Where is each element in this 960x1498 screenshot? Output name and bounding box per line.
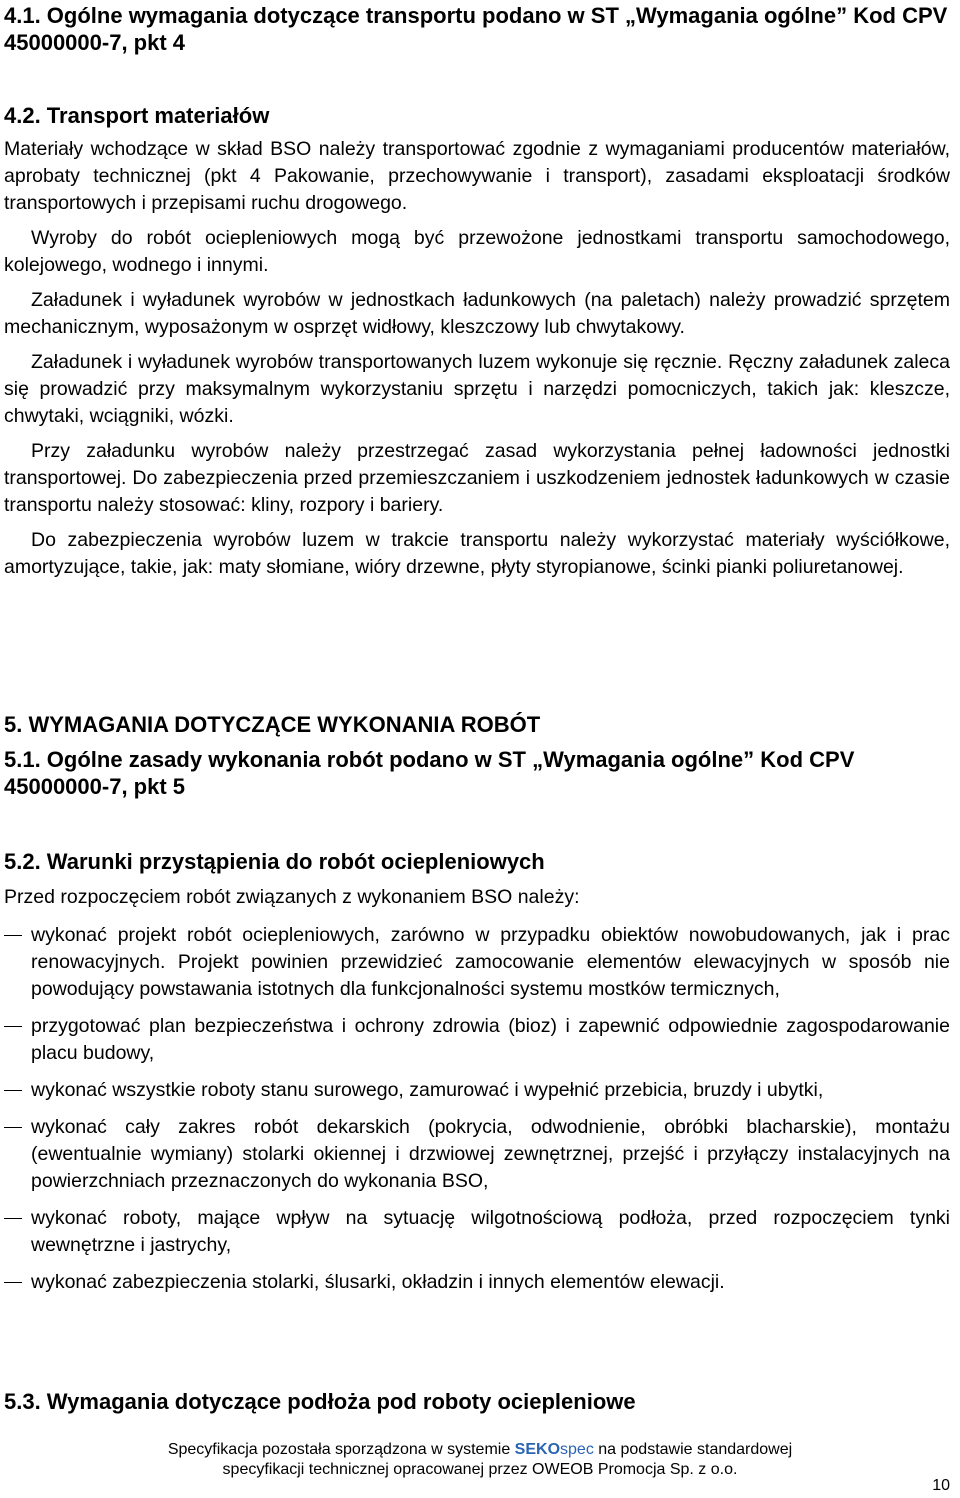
heading-5-3: 5.3. Wymagania dotyczące podłoża pod roboty ociepleniowe bbox=[4, 1389, 636, 1414]
heading-4-1: 4.1. Ogólne wymagania dotyczące transportu podano w ST „Wymagania ogólne” Kod CPV 45000000-7, pkt 4 bbox=[4, 3, 948, 55]
dash-bullet bbox=[4, 1090, 22, 1091]
heading-5: 5. WYMAGANIA DOTYCZĄCE WYKONANIA ROBÓT bbox=[4, 712, 541, 737]
paragraph: Załadunek i wyładunek wyrobów transportowanych luzem wykonuje się ręcznie. Ręczny załadunek zaleca się prowadzić przy maksymalnym wykorzystaniu sprzętu i narzędzi pomocniczych, takich jak: kleszcze, chwytaki, wciągniki, wózki. bbox=[4, 351, 950, 427]
heading-4-2: 4.2. Transport materiałów bbox=[4, 103, 270, 128]
list-item: wykonać cały zakres robót dekarskich (pokrycia, odwodnienie, obróbki blacharskie), montażu (ewentualnie wymiany) stolarki okiennej i drzwiowej zewnętrznej, przejść i przyłączy instalacyjnych na powierzchniach przeznaczonych do wykonania BSO, bbox=[4, 1114, 950, 1195]
paragraph: Załadunek i wyładunek wyrobów w jednostkach ładunkowych (na paletach) należy prowadzić sprzętem mechanicznym, wyposażonym w osprzęt widłowy, kleszczowy lub chwytakowy. bbox=[4, 289, 950, 338]
heading-5-2: 5.2. Warunki przystąpienia do robót ociepleniowych bbox=[4, 849, 545, 874]
heading-5-1: 5.1. Ogólne zasady wykonania robót podano w ST „Wymagania ogólne” Kod CPV 45000000-7, pkt 5 bbox=[4, 747, 855, 799]
dash-bullet bbox=[4, 1282, 22, 1283]
paragraph: Przy załadunku wyrobów należy przestrzegać zasad wykorzystania pełnej ładowności jednostki transportowej. Do zabezpieczenia przed przemieszczaniem i uszkodzeniem jednostek ładunkowych w czasie transportu należy stosować: kliny, rozpory i bariery. bbox=[4, 440, 950, 516]
dash-bullet bbox=[4, 1026, 22, 1027]
brand-spec: spec bbox=[560, 1441, 594, 1458]
paragraph: Do zabezpieczenia wyrobów luzem w trakcie transportu należy wykorzystać materiały wyściółkowe, amortyzujące, takie, jak: maty słomiane, wióry drzewne, płyty styropianowe, ścinki pianki poliuretanowej. bbox=[4, 529, 950, 578]
page-number: 10 bbox=[932, 1477, 950, 1494]
requirements-list bbox=[4, 922, 950, 1306]
section-4-2-body bbox=[4, 136, 950, 589]
list-item: wykonać projekt robót ociepleniowych, zarówno w przypadku obiektów nowobudowanych, jak i prac renowacyjnych. Projekt powinien przewidzieć zamocowanie elementów elewacyjnych w sposób nie powodujący powstawania istotnych dla funkcjonalności systemu mostków termicznych, bbox=[4, 922, 950, 1003]
section-5-2-intro: Przed rozpoczęciem robót związanych z wykonaniem BSO należy: bbox=[4, 886, 580, 908]
list-item: wykonać zabezpieczenia stolarki, ślusarki, okładzin i innych elementów elewacji. bbox=[4, 1269, 950, 1296]
list-item: wykonać wszystkie roboty stanu surowego, zamurować i wypełnić przebicia, bruzdy i ubytki, bbox=[4, 1077, 950, 1104]
list-item: przygotować plan bezpieczeństwa i ochrony zdrowia (bioz) i zapewnić odpowiednie zagospodarowanie placu budowy, bbox=[4, 1013, 950, 1067]
dash-bullet bbox=[4, 1127, 22, 1128]
paragraph: Wyroby do robót ociepleniowych mogą być przewożone jednostkami transportu samochodowego, kolejowego, wodnego i innymi. bbox=[4, 227, 950, 276]
brand-seko: SEKO bbox=[514, 1441, 561, 1458]
dash-bullet bbox=[4, 935, 22, 936]
dash-bullet bbox=[4, 1218, 22, 1219]
footer-line-1: Specyfikacja pozostała sporządzona w systemie SEKOspec na podstawie standardowej bbox=[167, 1441, 793, 1458]
paragraph: Materiały wchodzące w skład BSO należy transportować zgodnie z wymaganiami producentów materiałów, aprobaty technicznej (pkt 4 Pakowanie, przechowywanie i transport), zasadami eksploatacji środków transportowych i przepisami ruchu drogowego. bbox=[4, 138, 950, 214]
page-footer bbox=[0, 1440, 960, 1480]
footer-line-2: specyfikacji technicznej opracowanej przez OWEOB Promocja Sp. z o.o. bbox=[222, 1461, 738, 1478]
list-item: wykonać roboty, mające wpływ na sytuację wilgotnościową podłoża, przed rozpoczęciem tynki wewnętrzne i jastrychy, bbox=[4, 1205, 950, 1259]
